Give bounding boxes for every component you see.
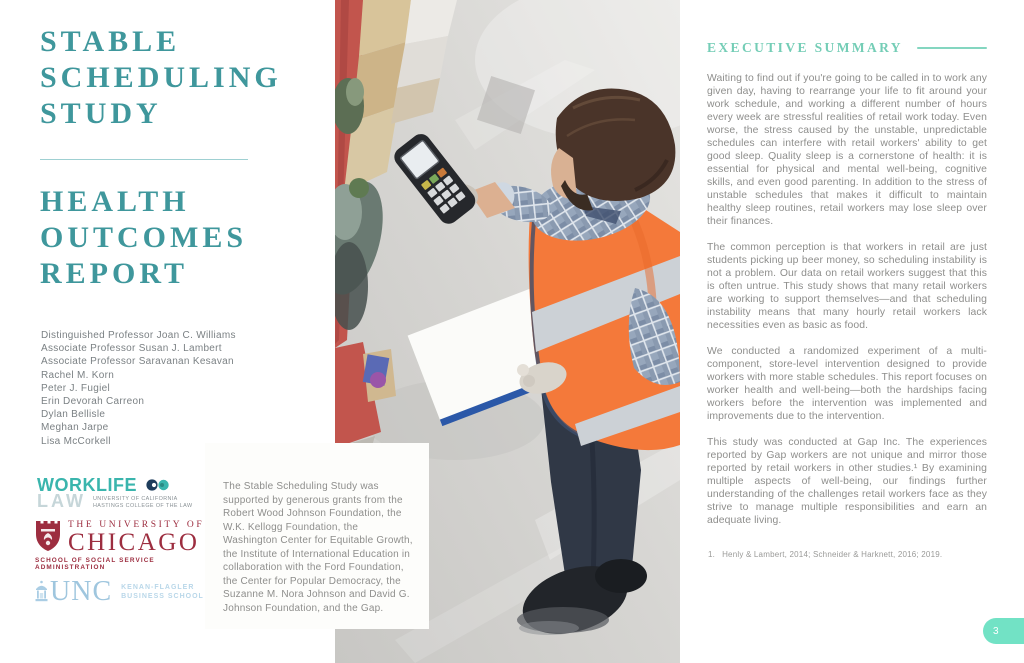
heading-rule	[917, 47, 987, 49]
unc-old-well-icon	[35, 580, 48, 604]
unc-logo	[35, 576, 204, 607]
page-number: 3	[993, 625, 999, 637]
report-title-line: STABLE	[40, 25, 181, 58]
worklife-logo-text: WORKLIFE	[37, 475, 137, 495]
author-item: Lisa McCorkell	[41, 435, 111, 447]
title-divider	[40, 159, 248, 160]
report-title-line: STUDY	[40, 97, 162, 130]
footnote-text: Henly & Lambert, 2014; Schneider & Harknett, 2016; 2019.	[722, 550, 943, 559]
author-list	[41, 329, 236, 448]
report-subtitle-line: OUTCOMES	[40, 221, 248, 254]
executive-summary-heading: EXECUTIVE SUMMARY	[707, 40, 903, 55]
author-item: Meghan Jarpe	[41, 422, 109, 434]
report-subtitle-line: HEALTH	[40, 185, 190, 218]
report-subtitle-line: REPORT	[40, 257, 188, 290]
report-title-line: SCHEDULING	[40, 61, 282, 94]
footnote-marker: 1.	[708, 550, 716, 559]
uchicago-crest-icon	[35, 520, 61, 552]
summary-paragraph: This study was conducted at Gap Inc. The experiences reported by Gap workers are not unique and mirror those reported by retail workers in other studies.¹ By examining multiple aspects of well-being, our findings further understanding of the challenges retail workers face as they strive to manage multiple responsibilities and earn an adequate living.	[707, 437, 987, 526]
summary-paragraph: The common perception is that workers in retail are just students picking up beer money, so scheduling instability is not a problem. Our data on retail workers suggest that this is often untrue. This study shows that many retail workers are working to support themselves—and that scheduling instability means that many hourly retail workers lack necessities even as basic as food.	[707, 242, 987, 331]
worklife-law-logo	[37, 477, 192, 510]
author-item: Associate Professor Saravanan Kesavan	[41, 356, 234, 368]
funding-note-text: The Stable Scheduling Study was supported by generous grants from the Robert Wood Johnson Foundation, the W.K. Kellogg Foundation, the Washington Center for Equitable Growth, the Institute of International Education in collaboration with the Ford Foundation, the Center for Popular Democracy, the Suzanne M. Nora Johnson and David G. Johnson Foundation, and the Gap.	[223, 481, 413, 614]
uchicago-logo	[35, 520, 207, 571]
unc-school-name: KENAN-FLAGLER BUSINESS SCHOOL	[121, 583, 204, 600]
summary-paragraph: Waiting to find out if you're going to be called in to work any given day, having to rearrange your life to fit around your work schedule, and working a different number of hours every week are stressful realities of retail work today. Even worse, the stress caused by the unstable, unpredictable schedules can interfere with retail workers' ability to get good sleep. Quality sleep is a cornerstone of health: it is essential for physical and mental well-being, cognitive skills, and even good parenting. In addition to the stress of unstable schedules that makes it difficult to maintain healthy sleep routines, retail workers may lose sleep over their finances.	[707, 73, 987, 227]
report-subtitle	[40, 184, 247, 292]
author-item: Distinguished Professor Joan C. Williams	[41, 330, 236, 341]
worklife-logo-icon	[144, 479, 171, 491]
page-number-badge	[983, 618, 1024, 644]
executive-summary-section	[707, 40, 987, 540]
author-item: Peter J. Fugiel	[41, 382, 110, 394]
report-title	[40, 24, 282, 132]
uchicago-school-line: SCHOOL OF SOCIAL SERVICE ADMINISTRATION	[35, 557, 155, 571]
uchicago-line2: CHICAGO	[68, 529, 200, 556]
funding-note-box	[205, 443, 429, 629]
author-item: Rachel M. Korn	[41, 369, 115, 381]
worklife-law-text: LAW	[37, 491, 86, 511]
author-item: Dylan Bellisle	[41, 409, 106, 421]
author-item: Erin Devorah Carreon	[41, 396, 145, 408]
author-item: Associate Professor Susan J. Lambert	[41, 343, 222, 355]
footnote	[708, 550, 988, 559]
summary-paragraph: We conducted a randomized experiment of a multi-component, store-level intervention designed to provide workers with more stable schedules. This report focuses on worker health and well-being—both the hardships facing workers before the intervention was implemented and improvements due to the intervention.	[707, 346, 987, 422]
unc-acronym: UNC	[50, 576, 113, 607]
worklife-affiliation: UNIVERSITY OF CALIFORNIA HASTINGS COLLEGE OF THE LAW	[93, 496, 193, 509]
uchicago-line1: THE UNIVERSITY OF	[68, 520, 205, 530]
